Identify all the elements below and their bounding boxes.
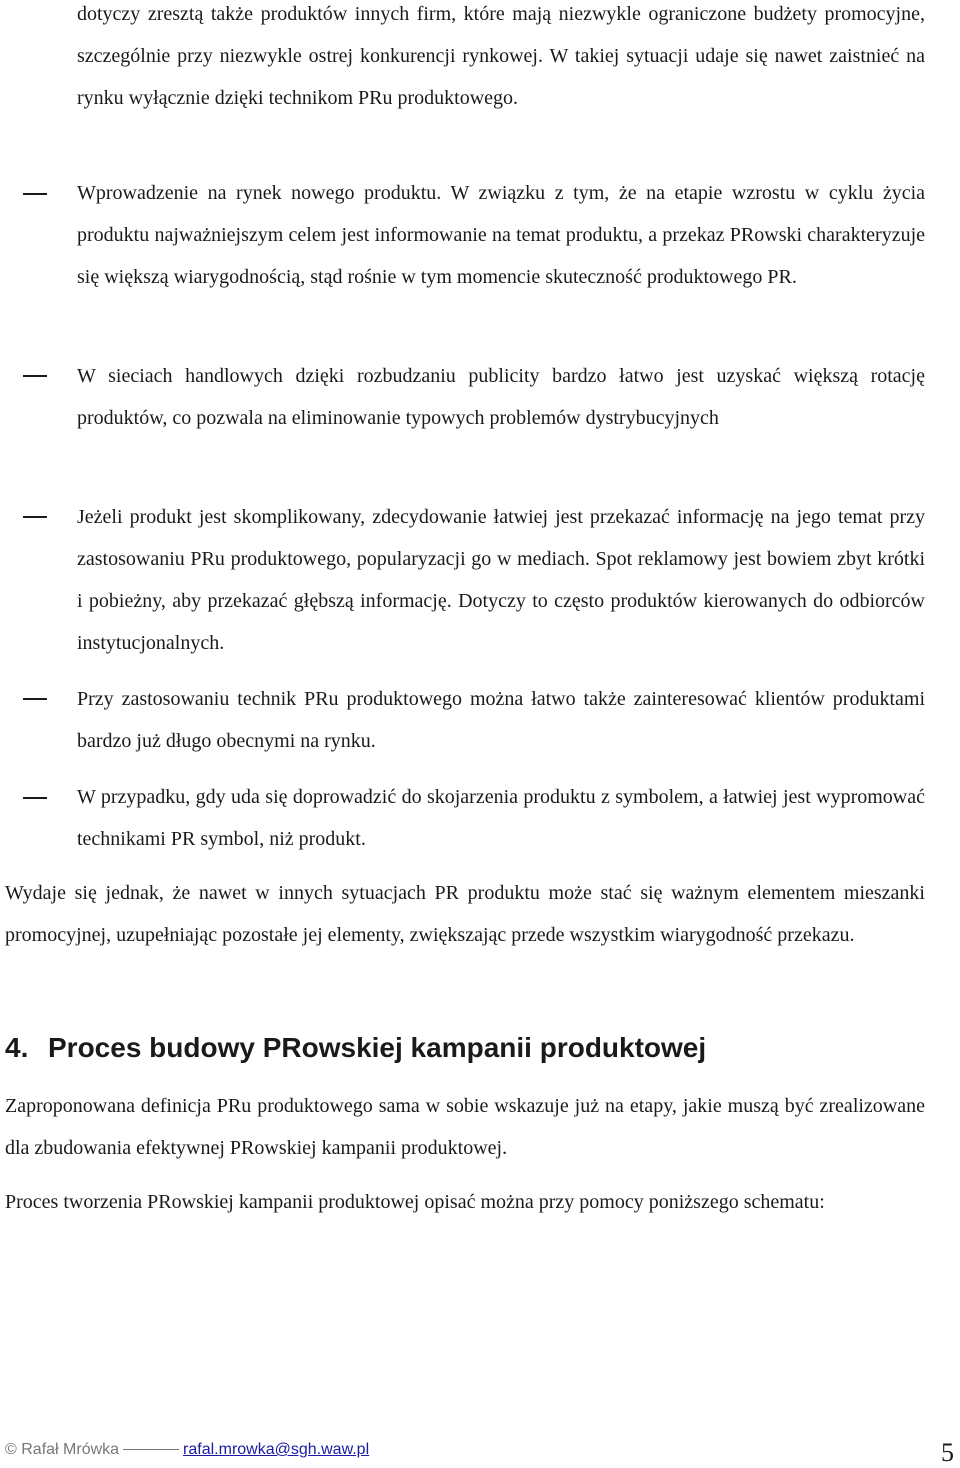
- section-paragraph-schema: Proces tworzenia PRowskiej kampanii produktowej opisać można przy pomocy poniższego schematu:: [5, 1191, 825, 1213]
- bullet-item-old-products: Przy zastosowaniu technik PRu produktowego można łatwo także zainteresować klientów produktami bardzo już długo obecnymi na rynku.: [77, 688, 925, 752]
- footer-email-link[interactable]: rafal.mrowka@sgh.waw.pl: [183, 1441, 370, 1458]
- page-number: 5: [941, 1438, 954, 1467]
- bullet-item-complex-product: Jeżeli produkt jest skomplikowany, zdecydowanie łatwiej jest przekazać informację na jego temat przy zastosowaniu PRu produktowego, popularyzacji go w mediach. Spot reklamowy jest bowiem zbyt krótki i pobieżny, aby przekazać głębszą informację. Dotyczy to często produktów kierowanych do odbiorców instytucjonalnych.: [77, 506, 925, 654]
- section-title: Proces budowy PRowskiej kampanii produktowej: [48, 1032, 707, 1063]
- footer-copyright: © Rafał Mrówka: [5, 1441, 120, 1458]
- bullet-item-retail-networks: W sieciach handlowych dzięki rozbudzaniu publicity bardzo łatwo jest uzyskać większą rotację produktów, co pozwala na eliminowanie typowych problemów dystrybucyjnych: [77, 365, 925, 429]
- bullet-dash: [23, 797, 47, 799]
- section-heading: [5, 1028, 706, 1068]
- bullet-item-symbol: W przypadku, gdy uda się doprowadzić do skojarzenia produktu z symbolem, a łatwiej jest wypromować technikami PR symbol, niż produkt.: [77, 786, 925, 850]
- bullet-dash: [23, 516, 47, 518]
- section-paragraph-definition: Zaproponowana definicja PRu produktowego sama w sobie wskazuje już na etapy, jakie muszą być zrealizowane dla zbudowania efektywnej PRowskiej kampanii produktowej.: [5, 1095, 925, 1159]
- section-number: 4.: [5, 1032, 29, 1063]
- bullet-dash: [23, 193, 47, 195]
- summary-paragraph: Wydaje się jednak, że nawet w innych sytuacjach PR produktu może stać się ważnym elementem mieszanki promocyjnej, uzupełniając pozostałe jej elementy, zwiększając przede wszystkim wiarygodność przekazu.: [5, 882, 925, 946]
- footer: [5, 1440, 369, 1460]
- continuation-paragraph: dotyczy zresztą także produktów innych firm, które mają niezwykle ograniczone budżety promocyjne, szczególnie przy niezwykle ostrej konkurencji rynkowej. W takiej sytuacji udaje się nawet zaistnieć na rynku wyłącznie dzięki technikom PRu produktowego.: [77, 3, 925, 109]
- footer-separator: [123, 1449, 179, 1450]
- bullet-dash: [23, 698, 47, 700]
- bullet-item-new-product: Wprowadzenie na rynek nowego produktu. W związku z tym, że na etapie wzrostu w cyklu życia produktu najważniejszym celem jest informowanie na temat produktu, a przekaz PRowski charakteryzuje się większą wiarygodnością, stąd rośnie w tym momencie skuteczność produktowego PR.: [77, 182, 925, 288]
- bullet-dash: [23, 375, 47, 377]
